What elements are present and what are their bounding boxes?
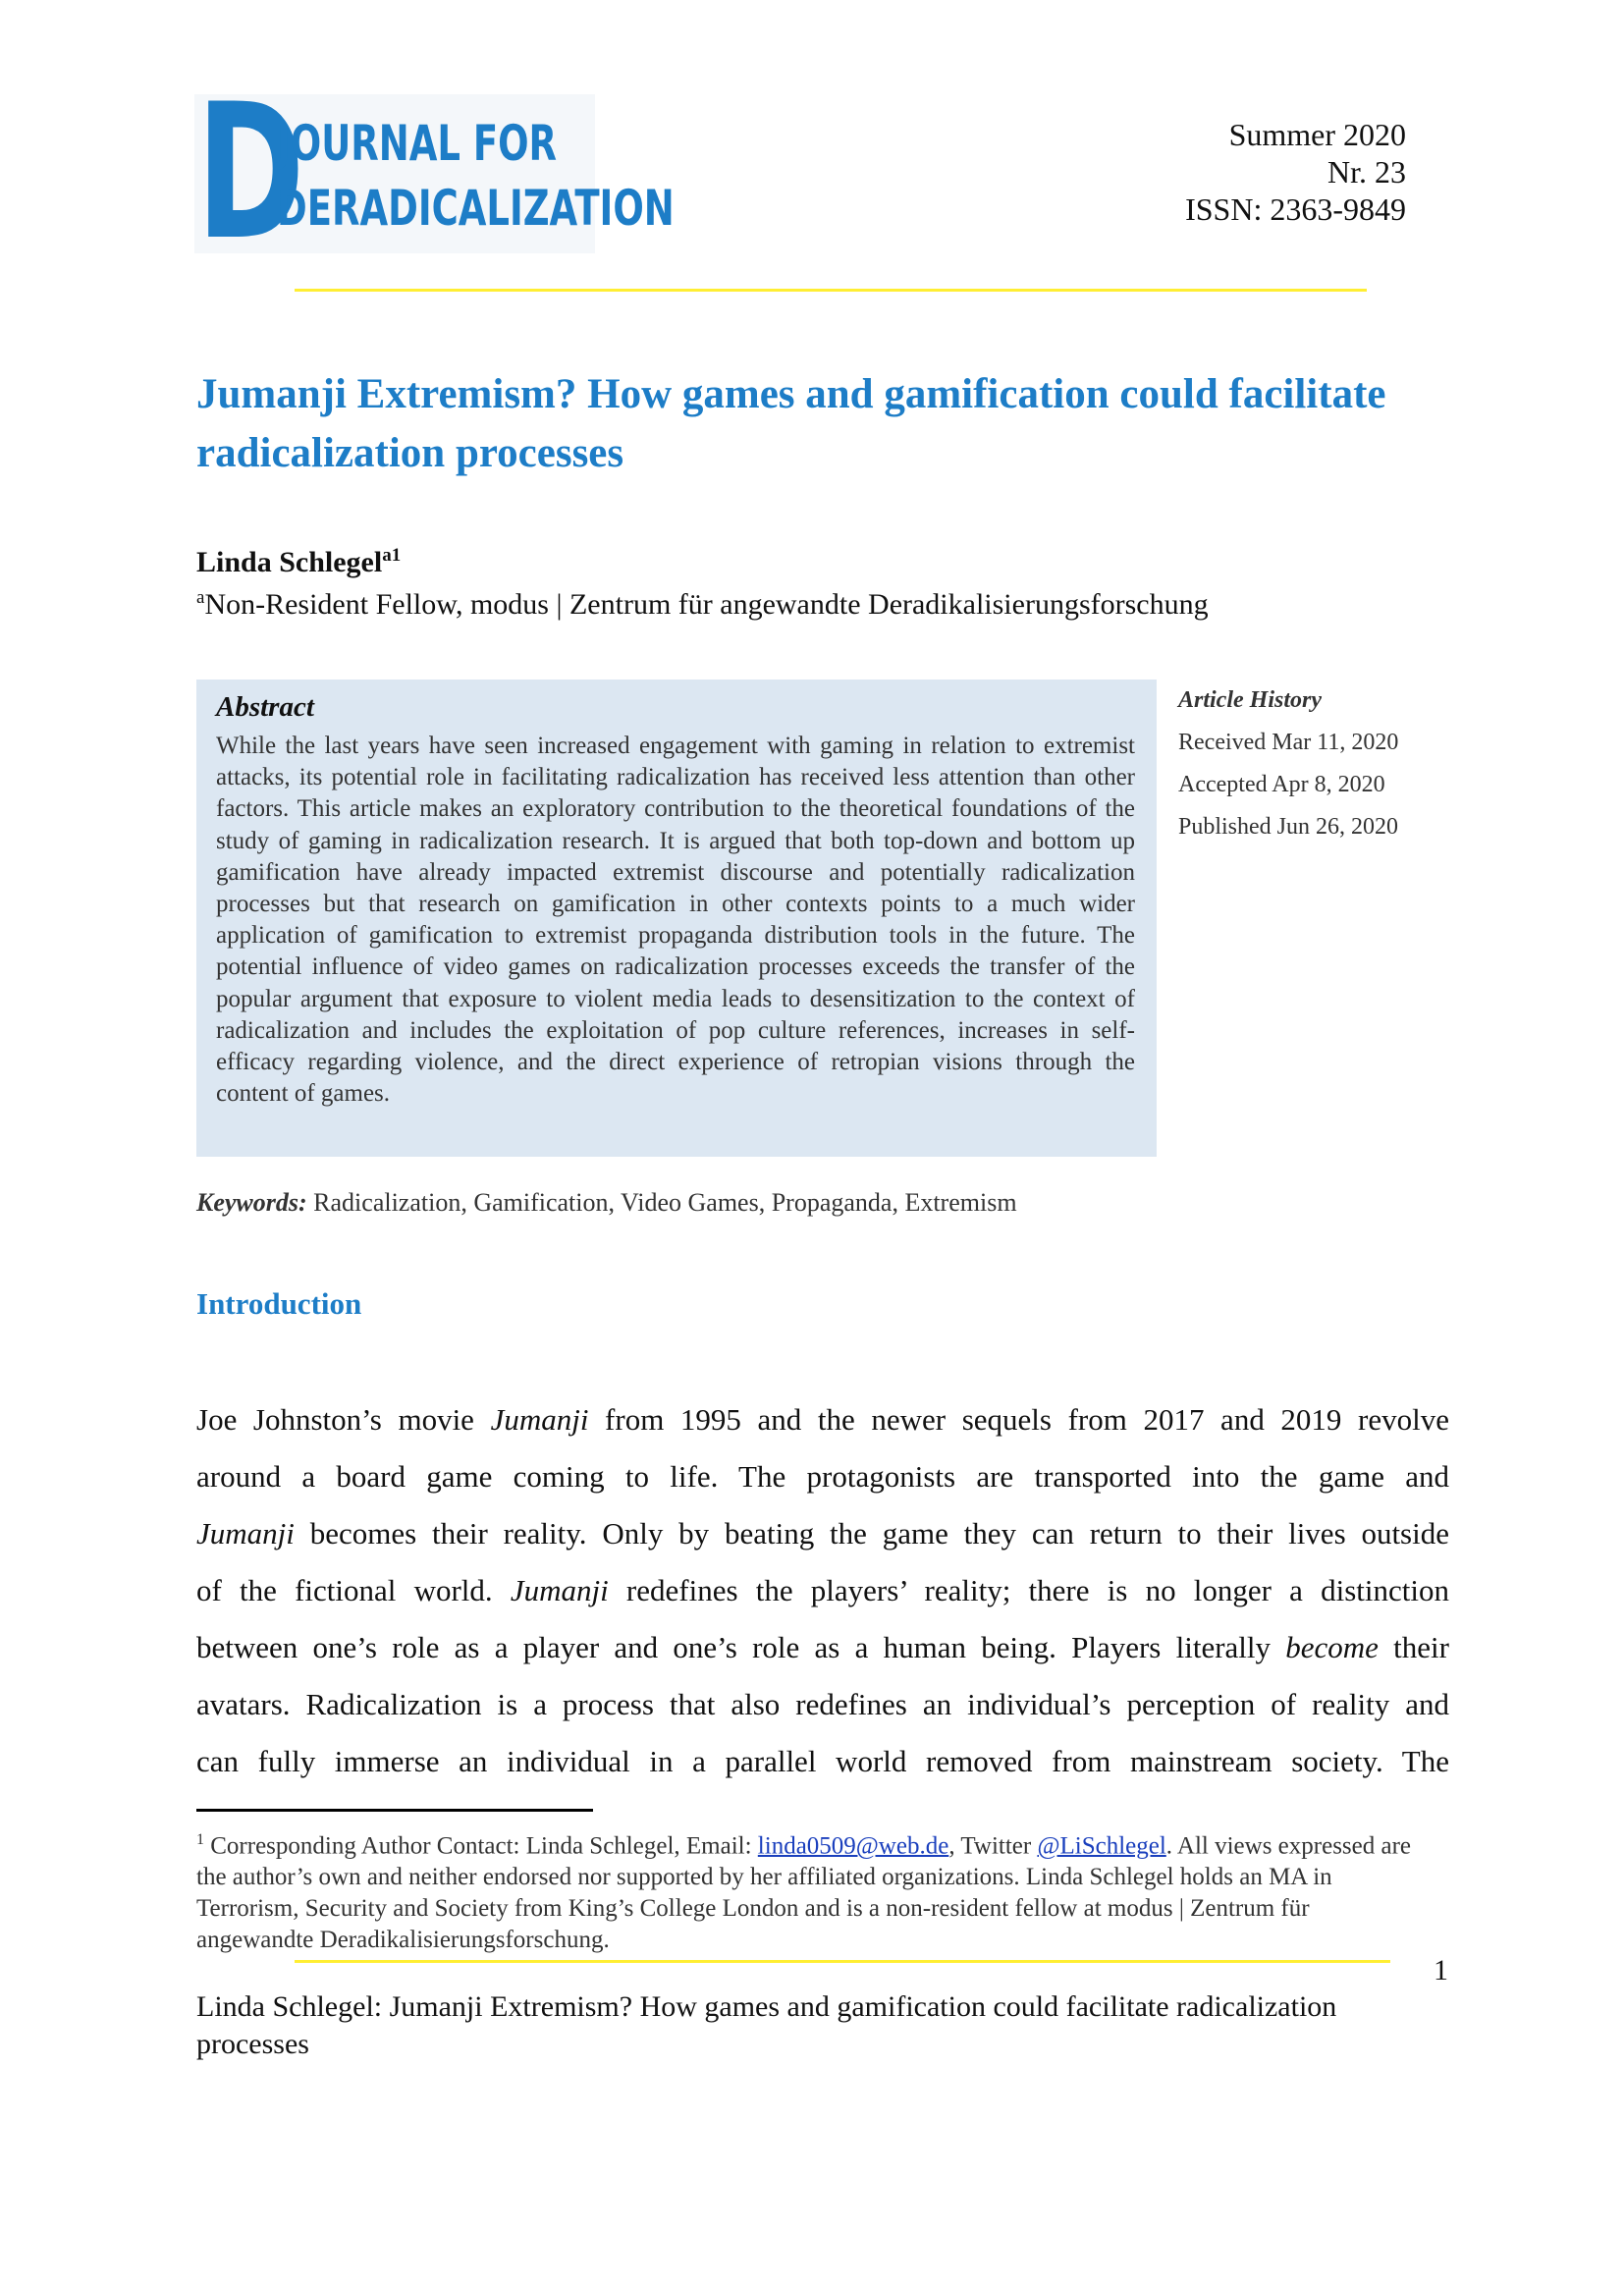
article-history-heading: Article History xyxy=(1178,687,1322,713)
body-line xyxy=(196,1676,1449,1733)
logo-line-1: JOURNAL FOR xyxy=(277,115,558,172)
author-name: Linda Schlegel xyxy=(196,546,383,578)
abstract-heading: Abstract xyxy=(216,691,314,723)
issn: ISSN: 2363-9849 xyxy=(1185,191,1406,227)
running-footer: Linda Schlegel: Jumanji Extremism? How games and gamification could facilitate radicalization processes xyxy=(196,1990,1337,2060)
author-superscript: a1 xyxy=(382,545,402,566)
issue-season: Summer 2020 xyxy=(1228,117,1406,152)
text-run: around a board game coming to life. The protagonists are transported into the game and xyxy=(196,1459,1449,1494)
body-line xyxy=(196,1619,1449,1676)
logo-line-2: DERADICALIZATION xyxy=(277,180,675,237)
keywords-list: Radicalization, Gamification, Video Games, Propaganda, Extremism xyxy=(313,1188,1017,1217)
introduction-body xyxy=(196,1391,1449,1790)
text-run: Joe Johnston’s movie xyxy=(196,1402,491,1437)
footnote-prefix: Corresponding Author Contact: Linda Schlegel, Email: xyxy=(204,1832,758,1860)
keywords-label: Keywords: xyxy=(196,1188,307,1217)
footnote-divider xyxy=(196,1809,593,1812)
italic-run: Jumanji xyxy=(196,1516,295,1551)
history-accepted: Accepted Apr 8, 2020 xyxy=(1178,772,1385,797)
page-number: 1 xyxy=(1434,1954,1448,1986)
footnote-mid: , Twitter xyxy=(948,1832,1038,1860)
footnote-rest: . All views expressed are the author’s own and neither endorsed nor supported by her affiliated organizations. Linda Schlegel holds an MA in Terrorism, Security and Society from King’s College London and is a non-resident fellow at modus | Zentrum für angewandte Deradikalisierungsforschung. xyxy=(196,1832,1412,1954)
text-run: of the fictional world. xyxy=(196,1573,511,1607)
body-line xyxy=(196,1391,1449,1448)
body-line xyxy=(196,1733,1449,1790)
history-published: Published Jun 26, 2020 xyxy=(1178,814,1399,840)
italic-run: Jumanji xyxy=(490,1402,589,1437)
journal-logo xyxy=(194,64,675,281)
history-received: Received Mar 11, 2020 xyxy=(1178,730,1399,755)
body-line xyxy=(196,1505,1449,1562)
text-run: between one’s role as a player and one’s role as a human being. Players literally xyxy=(196,1630,1286,1664)
twitter-link[interactable]: @LiSchlegel xyxy=(1037,1832,1166,1860)
keywords xyxy=(196,1188,1017,1218)
text-run: their xyxy=(1378,1630,1449,1664)
text-run: can fully immerse an individual in a parallel world removed from mainstream society. The xyxy=(196,1744,1449,1778)
text-run: becomes their reality. Only by beating the game they can return to their lives outside xyxy=(294,1516,1449,1551)
affiliation-text: Non-Resident Fellow, modus | Zentrum für angewandte Deradikalisierungsforschung xyxy=(204,588,1209,621)
abstract-text: While the last years have seen increased engagement with gaming in relation to extremist attacks, its potential role in facilitating radicalization has received less attention than other factors. This article makes an exploratory contribution to the theoretical foundations of the study of gaming in radicalization research. It is argued that both top-down and bottom up gamification have already impacted extremist discourse and potentially radicalization processes but that research on gamification in other contexts points to a much wider application of gamification to extremist propaganda distribution tools in the future. The potential influence of video games on radicalization processes exceeds the transfer of the popular argument that exposure to violent media leads to desensitization to the context of radicalization and includes the exploitation of pop culture references, increases in self-efficacy regarding violence, and the direct experience of retropian visions through the content of games. xyxy=(216,733,1135,1108)
section-heading-introduction: Introduction xyxy=(196,1286,362,1321)
text-run: redefines the players’ reality; there is no longer a distinction xyxy=(608,1573,1450,1607)
article-title: Jumanji Extremism? How games and gamification could facilitate radicalization processes xyxy=(196,371,1386,476)
footnote-number: 1 xyxy=(196,1831,204,1848)
body-line xyxy=(196,1448,1449,1505)
author-affiliation xyxy=(196,587,1209,622)
body-line xyxy=(196,1562,1449,1619)
italic-run: become xyxy=(1285,1630,1379,1664)
email-link[interactable]: linda0509@web.de xyxy=(757,1832,949,1860)
footer-divider xyxy=(295,1960,1390,1963)
footnote xyxy=(196,1824,1414,1956)
author-line xyxy=(196,545,401,579)
text-run: from 1995 and the newer sequels from 2017 and 2019 revolve xyxy=(588,1402,1449,1437)
issue-number: Nr. 23 xyxy=(1327,154,1406,190)
header-divider xyxy=(295,289,1367,292)
logo-letter: D xyxy=(196,64,305,281)
text-run: avatars. Radicalization is a process that also redefines an individual’s perception of reality and xyxy=(196,1687,1449,1721)
abstract-box xyxy=(196,680,1157,1157)
italic-run: Jumanji xyxy=(510,1573,609,1607)
affiliation-superscript: a xyxy=(196,587,205,608)
